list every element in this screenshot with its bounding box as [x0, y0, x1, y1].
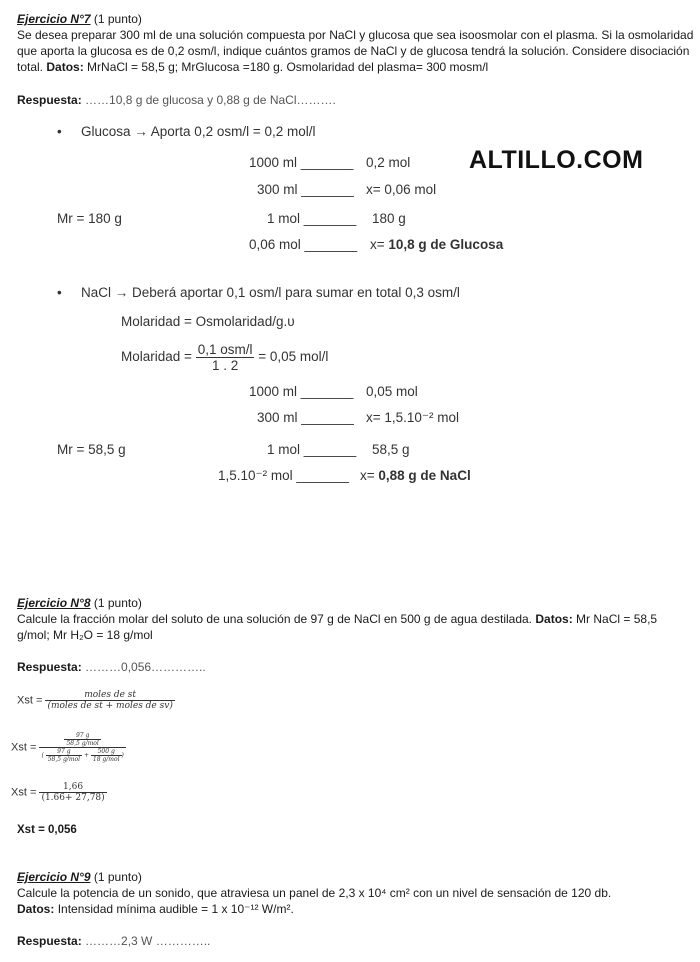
ex7-nacl-rule-3-right: 58,5 g	[372, 442, 410, 457]
ex8-formula-1-label: Xst =	[17, 694, 43, 707]
ex7-nacl-rule-1-left: 1000 ml _______	[249, 384, 354, 399]
ex7-molaridad-label: Molaridad =	[121, 349, 192, 365]
ex8-datos-label: Datos:	[535, 612, 573, 626]
ex8-respuesta-label: Respuesta:	[17, 660, 82, 674]
ex7-glucosa-rule-4-right	[370, 237, 503, 252]
ex8-formula-3-label: Xst =	[11, 786, 37, 799]
ex7-nacl-rule-2-right: x= 1,5.10⁻² mol	[366, 410, 460, 425]
ex8-text-1b: Mr NaCl = 58,5	[576, 612, 658, 626]
ex7-glucosa-mr: Mr = 180 g	[57, 211, 122, 226]
ex8-points: (1 punto)	[93, 596, 142, 610]
ex7-answer	[17, 92, 336, 108]
ex7-datos-label: Datos:	[46, 60, 84, 74]
ex7-respuesta-label: Respuesta:	[17, 93, 82, 107]
ex7-glucosa-rule-1-right: 0,2 mol	[366, 155, 411, 170]
ex8-formula-2-den-a	[46, 748, 82, 763]
ex7-glucosa-rule-3-left: 1 mol _______	[267, 211, 357, 226]
ex7-text-line-1: Se desea preparar 300 ml de una solución compuesta por NaCl y glucosa que sea isoosmolar con el plasma. Si la osmolaridad	[17, 28, 694, 42]
ex8-respuesta-value: ………0,056…………..	[85, 660, 206, 674]
ex8-formula-2-den-a-d: 58,5 g/mol	[47, 756, 81, 763]
ex8-formula-1	[17, 690, 175, 711]
ex7-text-3b: MrNaCl = 58,5 g; MrGlucosa =180 g. Osmolaridad del plasma= 300 mosm/l	[87, 60, 489, 74]
ex7-respuesta-value: ……10,8 g de glucosa y 0,88 g de NaCl……….	[85, 93, 336, 107]
ex8-result: Xst = 0,056	[17, 824, 77, 836]
ex7-text-line-3	[17, 59, 488, 75]
ex7-nacl-rule-1-right: 0,05 mol	[366, 384, 418, 399]
ex8-formula-2-num-n: 97 g	[64, 732, 100, 740]
ex9-text-2: Intensidad mínima audible = 1 x 10⁻¹² W/m².	[57, 902, 294, 916]
ex7-glucosa-rule-2-left: 300 ml _______	[257, 182, 354, 197]
ex7-glucosa-x-label: x=	[370, 237, 385, 252]
ex8-formula-2-label: Xst =	[11, 741, 37, 754]
ex7-glucosa-rule-1-left: 1000 ml _______	[249, 155, 354, 170]
ex9-respuesta-value: ………2,3 W …………..	[85, 934, 211, 948]
ex7-text-line-2: que aporta la glucosa es de 0,2 osm/l, indique cuántos gramos de NaCl y de glucosa tendrá la solución. Considere disociación	[17, 44, 690, 58]
ex7-nacl-line: NaCl → Deberá aportar 0,1 osm/l para sumar en total 0,3 osm/l	[81, 285, 460, 300]
ex7-glucosa-line: Glucosa → Aporta 0,2 osm/l = 0,2 mol/l	[81, 124, 316, 139]
ex8-formula-2-num-frac	[64, 732, 100, 747]
ex8-formula-3	[11, 782, 107, 803]
ex7-heading	[17, 11, 142, 27]
ex7-molaridad-den: 1 . 2	[211, 358, 239, 373]
ex7-nacl-rule-4-right	[360, 468, 471, 483]
ex9-respuesta-label: Respuesta:	[17, 934, 82, 948]
ex9-title: Ejercicio N°9	[17, 870, 91, 884]
ex7-glucosa-rule-3-right: 180 g	[372, 211, 406, 226]
ex8-text-line-1	[17, 611, 657, 627]
ex9-datos-label: Datos:	[17, 902, 55, 916]
ex8-formula-3-num: 1,66	[39, 782, 106, 793]
ex8-formula-1-den: (moles de st + moles de sv)	[47, 701, 173, 711]
ex8-formula-2	[11, 732, 126, 763]
ex7-points: (1 punto)	[93, 12, 142, 26]
ex7-molaridad-fraction	[121, 342, 328, 373]
ex9-text-line-2	[17, 901, 294, 917]
ex8-formula-2-den: ( $\frac{97 g}{\text{58,5 g/mol}}$ + $\frac{500 g}{\text{18 g/mol}}$ )	[41, 748, 124, 763]
ex7-glucosa-rule-2-right: x= 0,06 mol	[366, 182, 437, 197]
ex9-answer	[17, 933, 210, 949]
ex8-formula-2-frac	[39, 732, 125, 763]
ex8-heading	[17, 595, 142, 611]
ex7-nacl-mr: Mr = 58,5 g	[57, 442, 126, 457]
ex8-formula-2-num-d: 58,5 g/mol	[66, 740, 99, 747]
ex7-bullet-1: •	[57, 124, 62, 139]
ex8-formula-1-frac	[45, 690, 174, 711]
altillo-logo: ALTILLO.COM	[469, 146, 644, 174]
ex8-formula-2-den-b	[91, 748, 122, 763]
ex8-formula-2-num	[39, 732, 125, 748]
ex7-text-3a: total.	[17, 60, 44, 74]
ex7-molaridad-frac	[196, 342, 255, 373]
ex9-points: (1 punto)	[93, 870, 142, 884]
ex7-nacl-rule-3-left: 1 mol _______	[267, 442, 357, 457]
ex9-heading	[17, 869, 142, 885]
ex8-formula-3-den: (1.66+ 27,78)	[41, 793, 105, 803]
ex7-molaridad-formula: Molaridad = Osmolaridad/g.υ	[121, 314, 295, 329]
ex8-formula-2-den-b-d: 18 g/mol	[92, 756, 120, 763]
ex7-molaridad-result: = 0,05 mol/l	[258, 349, 329, 365]
ex8-formula-2-den-b-n: 500 g	[91, 748, 122, 756]
ex7-nacl-result: 0,88 g de NaCl	[378, 468, 471, 483]
ex7-glucosa-result: 10,8 g de Glucosa	[388, 237, 504, 252]
ex7-title: Ejercicio N°7	[17, 12, 91, 26]
ex7-glucosa-rule-4-left: 0,06 mol _______	[249, 237, 358, 252]
ex7-bullet-2: •	[57, 285, 62, 300]
ex8-formula-3-frac	[39, 782, 106, 803]
ex8-text-1: Calcule la fracción molar del soluto de una solución de 97 g de NaCl en 500 g de agua destilada.	[17, 612, 533, 626]
ex7-nacl-rule-4-left: 1,5.10⁻² mol _______	[218, 468, 349, 483]
ex9-text-line-1: Calcule la potencia de un sonido, que atraviesa un panel de 2,3 x 10⁴ cm² con un nivel de sensación de 120 db.	[17, 886, 612, 900]
ex8-formula-1-num: moles de st	[45, 690, 174, 701]
ex7-molaridad-num: 0,1 osm/l	[197, 342, 253, 357]
ex7-nacl-rule-2-left: 300 ml _______	[257, 410, 354, 425]
ex8-title: Ejercicio N°8	[17, 596, 91, 610]
ex7-nacl-x-label: x=	[360, 468, 375, 483]
ex8-formula-2-den-a-n: 97 g	[46, 748, 82, 756]
ex8-text-line-2: g/mol; Mr H₂O = 18 g/mol	[17, 628, 153, 642]
ex8-answer	[17, 659, 206, 675]
